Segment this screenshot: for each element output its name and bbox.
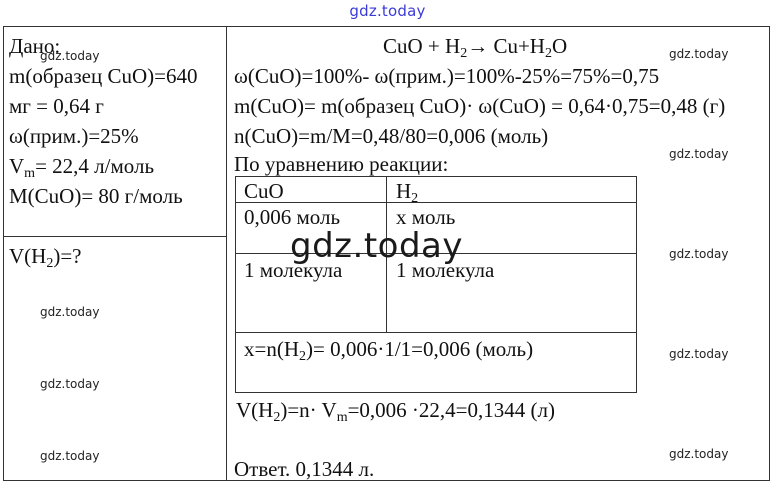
given-find-divider [3,236,227,237]
watermark-label: gdz.today [669,347,729,361]
solution-line-moles: n(CuO)=m/M=0,48/80=0,006 (моль) [234,124,549,148]
find-volume [9,241,82,271]
table-calc-row [244,337,533,362]
find-prefix: V(H [9,244,47,268]
find-sub: 2 [46,256,54,271]
table-header-h2 [396,179,418,204]
watermark-label: gdz.today [40,49,100,63]
solution-line-volume [236,395,555,425]
table-cell-h2-molecule: 1 молекула [396,258,495,282]
given-sample-mass: m(образец CuO)=640 [9,64,198,88]
watermark-label: gdz.today [40,305,100,319]
table-header-cuo: CuO [244,179,284,203]
vm-prefix: V [9,154,25,178]
table-cell-cuo-moles: 0,006 моль [244,205,341,229]
eq-a-sub: 2 [460,46,468,61]
vol-b-sub: m [336,410,348,425]
watermark-label: gdz.today [669,47,729,61]
vm-sub: m [24,166,36,181]
watermark-label: gdz.today [669,147,729,161]
eq-b-sub: 2 [544,46,552,61]
given-impurity: ω(прим.)=25% [9,124,139,148]
vm-rest: = 22,4 л/моль [35,154,155,178]
solution-line-by-equation: По уравнению реакции: [234,152,449,176]
watermark-label: gdz.today [669,247,729,261]
watermark-label: gdz.today [40,377,100,391]
given-title: Дано: [9,34,61,58]
table-cell-h2-moles: x моль [396,205,456,229]
reaction-equation [383,31,567,61]
watermark-label: gdz.today [669,447,729,461]
site-watermark-header: gdz.today [349,2,426,20]
solution-line-fraction: ω(CuO)=100%- ω(прим.)=100%-25%=75%=0,75 [234,64,660,88]
ratio-table-row-divider-3 [235,332,637,333]
vol-a-sub: 2 [273,410,281,425]
h2-sub: 2 [411,191,419,206]
eq-a: CuO + H [383,34,461,58]
eq-b: → Cu+H [467,34,545,58]
eq-c: O [551,34,568,58]
find-suffix: )=? [53,244,82,268]
h2-pre: H [396,179,412,203]
given-molar-mass: M(CuO)= 80 г/моль [9,184,183,208]
watermark-large: gdz.today [290,226,463,266]
vol-c: =0,006 ·22,4=0,1344 (л) [347,398,555,422]
vol-b: )=n· V [280,398,337,422]
calc-sub: 2 [299,349,307,364]
solution-line-mass: m(CuO)= m(образец CuO)· ω(CuO) = 0,64·0,75=0,48 (г) [234,94,726,118]
calc-post: )= 0,006·1/1=0,006 (моль) [306,337,534,361]
ratio-table-row-divider-1 [235,202,637,203]
calc-pre: x=n(H [244,337,300,361]
answer-line: Ответ. 0,1344 л. [234,457,375,481]
given-molar-volume [9,151,154,181]
watermark-label: gdz.today [40,449,100,463]
vol-a: V(H [236,398,274,422]
table-cell-cuo-molecule: 1 молекула [244,258,343,282]
column-divider [226,26,227,481]
given-mass-grams: мг = 0,64 г [9,94,104,118]
